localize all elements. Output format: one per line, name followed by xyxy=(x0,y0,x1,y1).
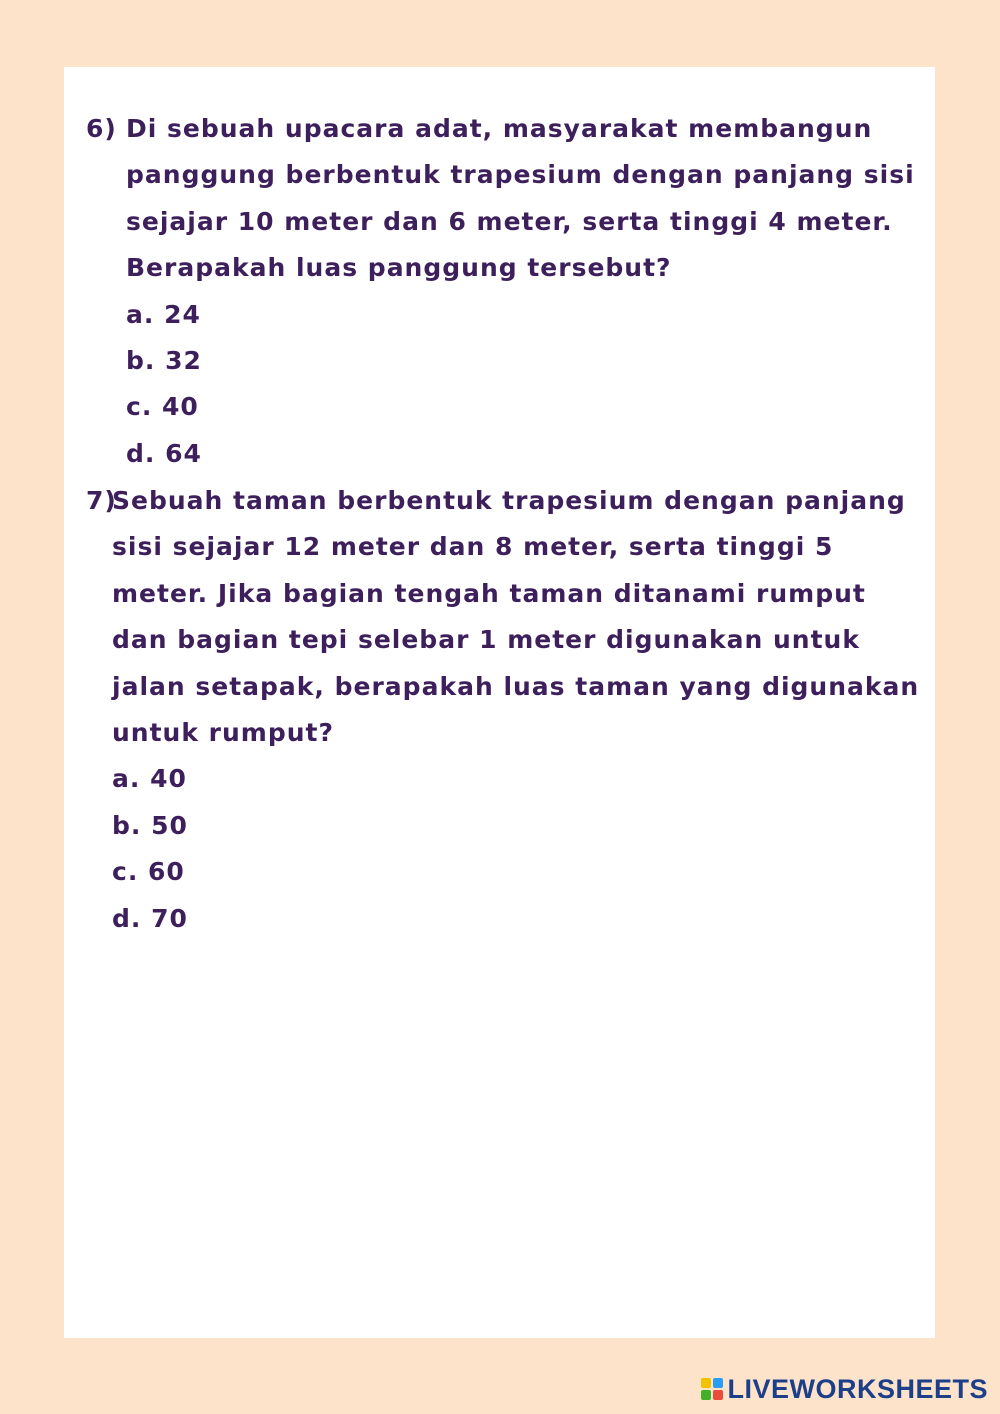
brand-name: LIVEWORKSHEETS xyxy=(727,1373,988,1404)
logo-square-red xyxy=(713,1390,723,1400)
question-6-option-c[interactable]: c. 40 xyxy=(126,392,199,422)
question-7-text-line-3: meter. Jika bagian tengah taman ditanami rumput xyxy=(112,578,866,608)
logo-square-green xyxy=(701,1390,711,1400)
question-7-text-line-4: dan bagian tepi selebar 1 meter digunakan untuk xyxy=(112,625,860,655)
question-6-text-line-1: Di sebuah upacara adat, masyarakat membangun xyxy=(126,114,873,143)
question-6-number: 6) xyxy=(86,114,117,143)
question-6-option-d[interactable]: d. 64 xyxy=(126,438,202,468)
question-6-text-line-3: sejajar 10 meter dan 6 meter, serta tinggi 4 meter. xyxy=(126,206,893,236)
question-6-text-line-2: panggung berbentuk trapesium dengan panjang sisi xyxy=(126,160,915,190)
question-7-text-line-6: untuk rumput? xyxy=(112,718,334,748)
question-7-option-b[interactable]: b. 50 xyxy=(112,810,188,840)
liveworksheets-brand[interactable] xyxy=(701,1374,988,1404)
question-7-line xyxy=(86,478,919,524)
question-7-option-c[interactable]: c. 60 xyxy=(112,857,185,887)
question-6 xyxy=(86,106,915,477)
logo-square-yellow xyxy=(701,1378,711,1388)
question-6-text-line-4: Berapakah luas panggung tersebut? xyxy=(126,253,672,283)
liveworksheets-logo-icon xyxy=(701,1378,723,1400)
question-6-option-a[interactable]: a. 24 xyxy=(126,299,201,329)
question-7-option-a[interactable]: a. 40 xyxy=(112,764,187,794)
question-6-option-b[interactable]: b. 32 xyxy=(126,346,202,376)
question-6-line xyxy=(86,106,915,152)
question-7-option-d[interactable]: d. 70 xyxy=(112,903,188,933)
question-7-text-line-1: Sebuah taman berbentuk trapesium dengan panjang xyxy=(112,486,906,515)
question-7-text-line-2: sisi sejajar 12 meter dan 8 meter, serta tinggi 5 xyxy=(112,532,834,562)
logo-square-blue xyxy=(713,1378,723,1388)
question-7 xyxy=(86,478,919,942)
question-7-number: 7) xyxy=(86,486,117,515)
question-7-text-line-5: jalan setapak, berapakah luas taman yang digunakan xyxy=(112,671,920,701)
